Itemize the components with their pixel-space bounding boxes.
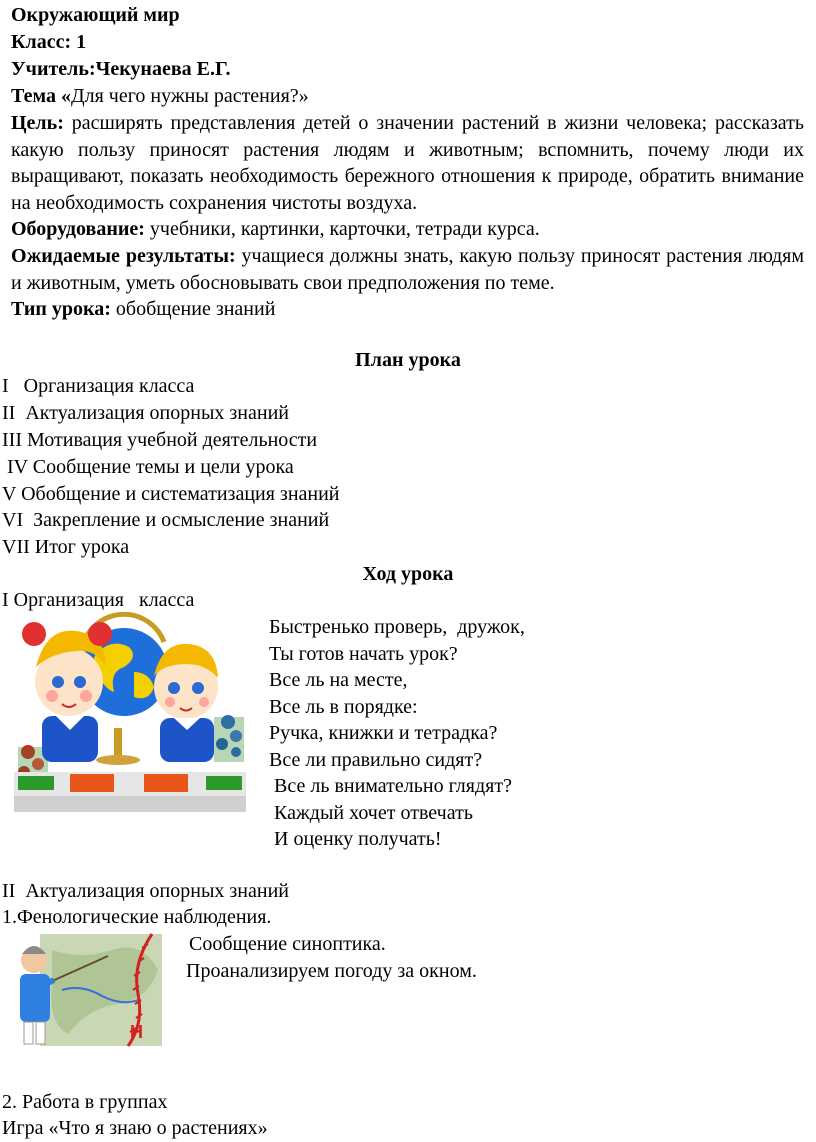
poem-line: Все ль внимательно глядят? (269, 775, 512, 797)
plan-item: VI Закрепление и осмысление знаний (2, 509, 330, 531)
teacher-line (11, 56, 230, 83)
teacher-name: Чекунаева Е.Г. (95, 58, 231, 80)
poem-line: Быстренько проверь, дружок, (269, 616, 525, 638)
poem-line: Ручка, книжки и тетрадка? (269, 722, 498, 744)
desk-icon (14, 772, 246, 812)
topic-label: Тема « (11, 85, 71, 107)
results-paragraph (11, 243, 804, 296)
grade-line: Класс: 1 (11, 31, 87, 53)
plan-item: III Мотивация учебной деятельности (2, 429, 318, 451)
plan-item: II Актуализация опорных знаний (2, 402, 289, 424)
goal-paragraph (11, 110, 804, 216)
plan-item: V Обобщение и систематизация знаний (2, 483, 340, 505)
lesson-type-line (11, 296, 275, 323)
weather-forecaster-illustration (12, 930, 164, 1050)
teacher-label: Учитель: (11, 58, 96, 80)
synoptic-line: Проанализируем погоду за окном. (186, 960, 477, 982)
poem-line: И оценку получать! (269, 828, 442, 850)
topic-line (11, 83, 309, 110)
goal-label: Цель: (11, 112, 64, 134)
poem-line: Все ль на месте, (269, 669, 408, 691)
results-label: Ожидаемые результаты: (11, 245, 236, 267)
poem-line: Ты готов начать урок? (269, 643, 458, 665)
equipment-line (11, 216, 540, 243)
section1-heading: I Организация класса (2, 589, 195, 611)
poem-line: Все ль в порядке: (269, 696, 418, 718)
course-title: Ход урока (362, 563, 454, 585)
lesson-type-text: обобщение знаний (110, 298, 276, 320)
weather-map-icon (40, 934, 162, 1046)
topic-text: Для чего нужны растения?» (70, 85, 309, 107)
group-work-line: 2. Работа в группах (2, 1091, 168, 1113)
plan-item: I Организация класса (2, 375, 195, 397)
goal-text: расширять представления детей о значении растений в жизни человека; рассказать какую пользу приносят растения людям и животным; вспомнить, почему люди их выращивают, показать необходимость бережного отношения к природе, обратить внимание на необходимость сохранения чистоты воздуха. (11, 112, 804, 214)
lesson-type-label: Тип урока: (11, 298, 111, 320)
results-text: учащиеся должны знать, какую пользу приносят растения людям и животным, уметь обосновывать свои предположения по теме. (11, 245, 804, 294)
boy-icon (154, 644, 218, 762)
plan-title: План урока (355, 349, 461, 371)
game-line: Игра «Что я знаю о растениях» (2, 1117, 268, 1139)
poem-line: Все ли правильно сидят? (269, 749, 483, 771)
equipment-label: Оборудование: (11, 218, 145, 240)
plan-item: IV Сообщение темы и цели урока (2, 456, 294, 478)
plan-item: VII Итог урока (2, 536, 130, 558)
children-globe-illustration (14, 612, 246, 812)
section2-heading: II Актуализация опорных знаний (2, 880, 289, 902)
synoptic-line: Сообщение синоптика. (189, 933, 386, 955)
girl-icon (22, 622, 112, 762)
poem-line: Каждый хочет отвечать (269, 802, 473, 824)
map-letter: H (130, 1022, 143, 1042)
equipment-text: учебники, картинки, карточки, тетради курса. (144, 218, 540, 240)
phenology-line: 1.Фенологические наблюдения. (2, 906, 272, 928)
subject-line: Окружающий мир (11, 4, 180, 26)
flowers-right-icon (214, 715, 244, 762)
